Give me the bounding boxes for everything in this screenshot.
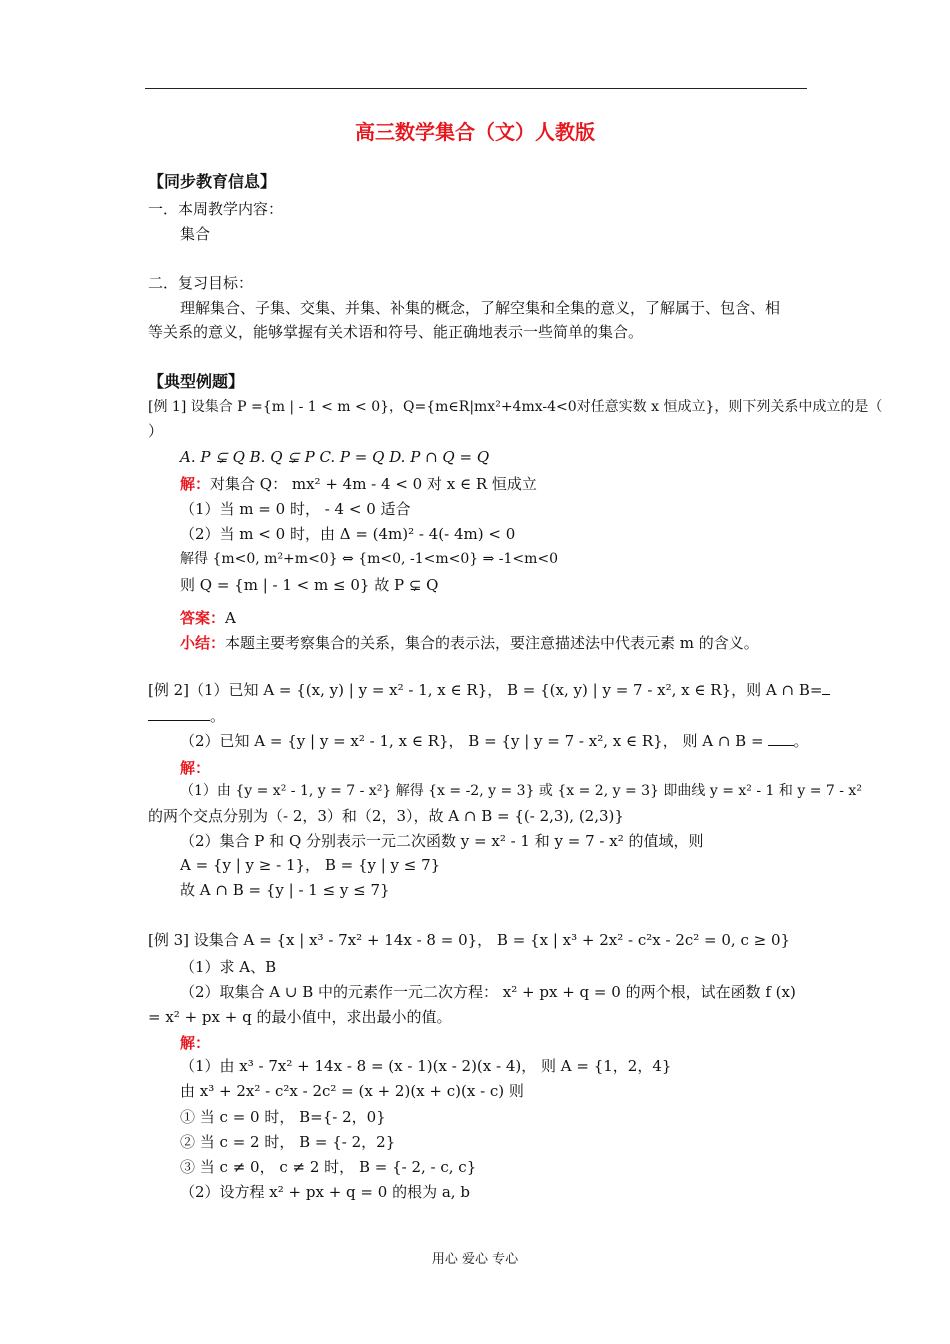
page-footer: 用心 爱心 专心 (431, 1252, 519, 1267)
ex2-answer-blank-2 (768, 731, 794, 746)
ex2-question1-text: [例 2]（1）已知 A = {(x, y) | y = x² - 1, x ∈ R}， B = {(x, y) | y = 7 - x², x ∈ R}，则 A ∩ B= (148, 681, 823, 699)
ex3-solution-line4: ② 当 c = 2 时， B = {- 2，2} (180, 1133, 396, 1151)
ex1-summary (180, 633, 759, 653)
ex1-options: A. P ⊊ Q B. Q ⊊ P C. P = Q D. P ∩ Q = Q (180, 448, 490, 466)
ex1-solution-line2: （1）当 m = 0 时， - 4 < 0 适合 (180, 500, 411, 518)
ex3-question-line4: = x² + px + q 的最小值中，求出最小的值。 (148, 1008, 452, 1026)
top-rule (145, 88, 807, 89)
ex3-solution-line6: （2）设方程 x² + px + q = 0 的根为 a, b (180, 1183, 470, 1201)
ex1-question-line2: ） (148, 422, 164, 440)
ex2-solution-label: 解： (180, 759, 211, 777)
ex1-solution-line5: 则 Q = {m | - 1 < m ≤ 0} 故 P ⊊ Q (180, 576, 439, 594)
ex1-answer (180, 608, 236, 628)
ex2-solution-line5: 故 A ∩ B = {y | - 1 ≤ y ≤ 7} (180, 881, 390, 899)
ex2-solution-line4: A = {y | y ≥ - 1}， B = {y | y ≤ 7} (180, 856, 441, 874)
s2-heading: 二．复习目标： (148, 274, 254, 292)
ex1-question-line1: [例 1] 设集合 P ={m | - 1 < m < 0}，Q={m∈R|mx²+4mx-4<0对任意实数 x 恒成立}，则下列关系中成立的是（ (148, 399, 883, 415)
ex3-solution-line5: ③ 当 c ≠ 0， c ≠ 2 时， B = {- 2, - c, c} (180, 1158, 477, 1176)
ex2-question1-end: 。 (210, 707, 226, 725)
ex3-solution-line3: ① 当 c = 0 时， B={- 2，0} (180, 1108, 386, 1126)
ex1-solution-text: 对集合 Q： mx² + 4m - 4 < 0 对 x ∈ R 恒成立 (210, 475, 537, 493)
ex1-solution-line4: 解得 {m<0, m²+m<0} ⇔ {m<0, -1<m<0} ⇒ -1<m<0 (180, 551, 559, 567)
ex2-answer-blank-1 (822, 680, 830, 695)
page-title: 高三数学集合（文）人教版 (355, 120, 595, 144)
ex2-question1-line1 (148, 680, 830, 700)
ex2-question2 (180, 731, 809, 751)
ex1-summary-label: 小结： (180, 634, 226, 652)
s2-body-line2: 等关系的意义，能够掌握有关术语和符号、能正确地表示一些简单的集合。 (148, 323, 644, 341)
ex1-answer-label: 答案： (180, 609, 226, 627)
ex3-question-line1: [例 3] 设集合 A = {x | x³ - 7x² + 14x - 8 = 0}， B = {x | x³ + 2x² - c²x - 2c² = 0, c ≥ 0} (148, 931, 791, 949)
s1-heading: 一．本周教学内容： (148, 200, 284, 218)
ex2-solution-line3: （2）集合 P 和 Q 分别表示一元二次函数 y = x² - 1 和 y = 7 - x² 的值域，则 (180, 832, 704, 850)
ex1-summary-text: 本题主要考察集合的关系，集合的表示法，要注意描述法中代表元素 m 的含义。 (225, 634, 759, 652)
ex2-solution-line1: （1）由 {y = x² - 1, y = 7 - x²} 解得 {x = -2, y = 3} 或 {x = 2, y = 3} 即曲线 y = x² - 1 和 y = 7 - x² (180, 783, 862, 799)
section-examples: 【典型例题】 (148, 372, 245, 391)
ex2-question1-line2 (148, 706, 225, 726)
ex3-solution-label: 解： (180, 1034, 211, 1052)
ex3-solution-line1: （1）由 x³ - 7x² + 14x - 8 = (x - 1)(x - 2)(x - 4)， 则 A = {1，2，4} (180, 1057, 672, 1075)
ex2-answer-blank-1b (148, 706, 210, 721)
ex2-question2-end: 。 (793, 732, 809, 750)
section-sync-info: 【同步教育信息】 (148, 172, 277, 191)
ex3-solution-line2: 由 x³ + 2x² - c²x - 2c² = (x + 2)(x + c)(x - c) 则 (180, 1082, 524, 1100)
ex1-answer-value: A (225, 609, 236, 627)
ex3-question-line3: （2）取集合 A ∪ B 中的元素作一元二次方程： x² + px + q = 0 的两个根，试在函数 f (x) (180, 983, 796, 1001)
ex1-solution-label: 解： (180, 475, 211, 493)
ex1-solution-line1 (180, 474, 537, 494)
ex2-solution-line2: 的两个交点分别为（- 2，3）和（2，3），故 A ∩ B = {(- 2,3), (2,3)} (148, 807, 624, 825)
ex3-question-line2: （1）求 A、B (180, 958, 277, 976)
s1-body: 集合 (180, 225, 211, 243)
ex1-solution-line3: （2）当 m < 0 时，由 Δ = (4m)² - 4(- 4m) < 0 (180, 525, 516, 543)
ex2-question2-text: （2）已知 A = {y | y = x² - 1, x ∈ R}， B = {y | y = 7 - x², x ∈ R}， 则 A ∩ B = (180, 732, 764, 750)
s2-body-line1: 理解集合、子集、交集、并集、补集的概念，了解空集和全集的意义，了解属于、包含、相 (180, 299, 781, 317)
